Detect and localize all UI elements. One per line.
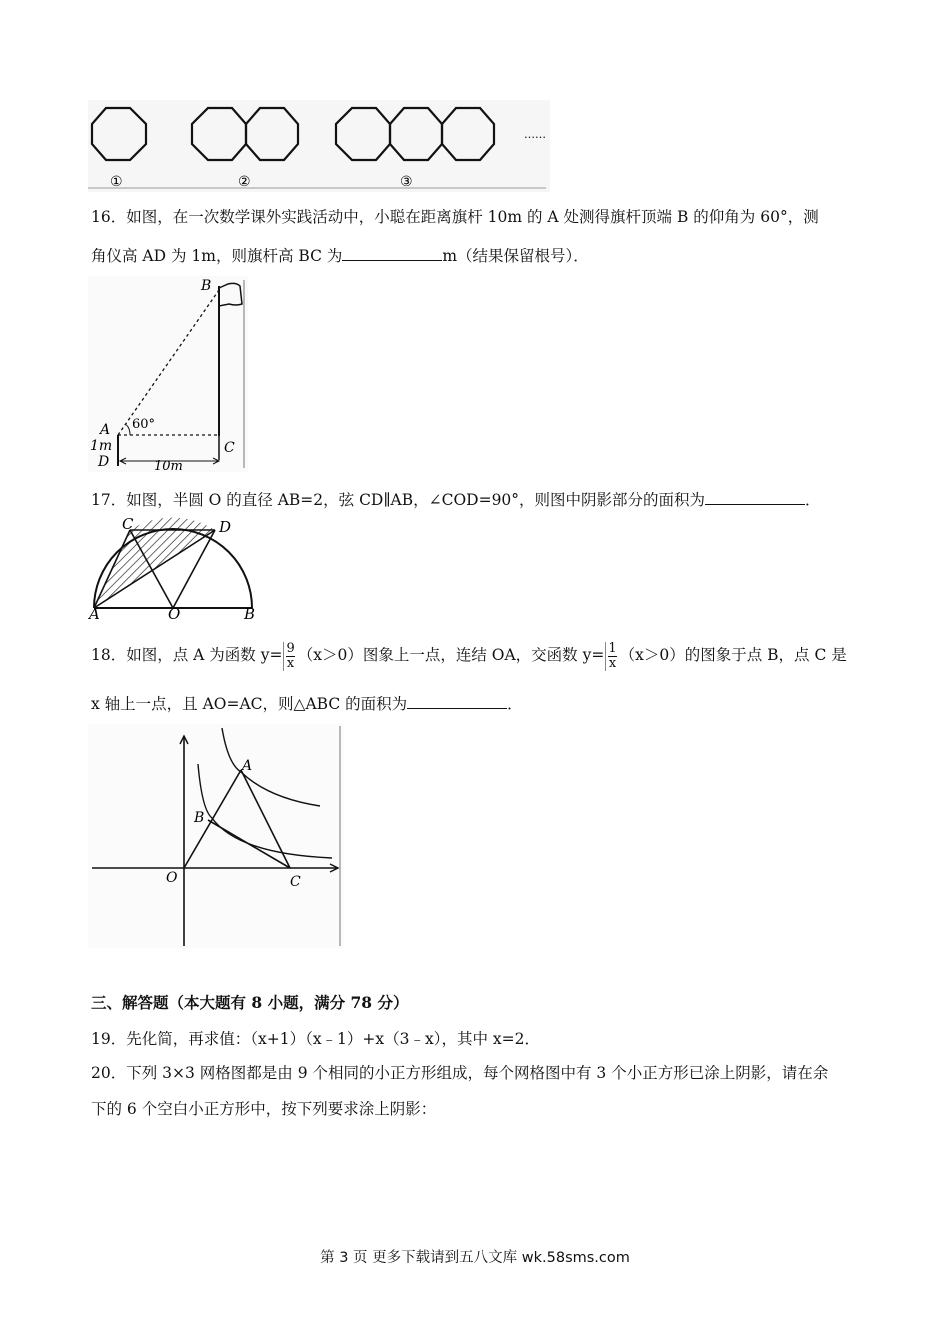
q18-answer-blank[interactable]: [407, 692, 507, 709]
q17-label-D: D: [219, 518, 232, 536]
label-3: ③: [400, 174, 413, 190]
q18-line1-a: 18．如图，点 A 为函数 y=: [91, 646, 283, 664]
q17-label-A: A: [89, 605, 100, 620]
q18-frac2-den: x: [608, 655, 617, 671]
q16-line1: 16．如图，在一次数学课外实践活动中，小聪在距离旗杆 10m 的 A 处测得旗杆顶端 B 的仰角为 60°，测: [91, 208, 819, 226]
q18-label-O: O: [166, 870, 178, 886]
q16-label-D: D: [98, 454, 110, 470]
q16-line2-post: m（结果保留根号）．: [442, 247, 589, 265]
q18-label-B: B: [194, 810, 205, 826]
q17-text-pre: 17．如图，半圆 O 的直径 AB=2，弦 CD∥AB，∠COD=90°，则图中阴影部分的面积为: [91, 491, 706, 509]
q18-line1-b: （x＞0）图象上一点，连结 OA，交函数 y=: [297, 646, 605, 664]
q18-line2-post: ．: [507, 695, 523, 713]
q20-line1: 20．下列 3×3 网格图都是由 9 个相同的小正方形组成，每个网格图中有 3 个小正方形已涂上阴影，请在余: [91, 1064, 829, 1082]
q16-line2: [91, 244, 589, 267]
q18-fraction-9-over-x: [283, 642, 296, 671]
q18-line1: [91, 640, 847, 671]
q16-label-B: B: [201, 278, 212, 294]
q16-line2-pre: 角仪高 AD 为 1m，则旗杆高 BC 为: [91, 247, 343, 265]
q18-frac2-num: 1: [608, 640, 617, 656]
q18-line2: [91, 692, 523, 715]
q16-flagpole-figure: [88, 276, 248, 472]
q17-line: [91, 488, 821, 511]
q18-hyperbola-figure: [88, 724, 344, 948]
q18-label-C: C: [290, 874, 301, 890]
q18-fraction-1-over-x: [605, 642, 618, 671]
q18-label-A: A: [242, 758, 253, 774]
q18-frac1-den: x: [286, 655, 295, 671]
label-1: ①: [110, 174, 123, 190]
q17-label-C: C: [122, 516, 134, 533]
q17-label-O: O: [168, 605, 181, 620]
q16-label-A: A: [100, 422, 111, 438]
q16-label-C: C: [224, 440, 235, 456]
octagon-pattern-figure: [88, 100, 550, 192]
q18-line1-c: （x＞0）的图象于点 B，点 C 是: [619, 646, 847, 664]
q17-label-B: B: [244, 605, 256, 620]
q17-text-post: ．: [805, 491, 821, 509]
q16-label-height: 1m: [90, 438, 113, 454]
page-footer: 第 3 页 更多下载请到五八文库 wk.58sms.com: [320, 1250, 630, 1266]
section3-heading: 三、解答题（本大题有 8 小题，满分 78 分）: [91, 993, 409, 1012]
q18-line2-pre: x 轴上一点，且 AO=AC，则△ABC 的面积为: [91, 695, 408, 713]
label-2: ②: [238, 174, 251, 190]
q16-answer-blank[interactable]: [342, 244, 442, 261]
q16-angle: 60°: [132, 417, 156, 432]
q19-text: 19．先化简，再求值：（x+1）（x﹣1）+x（3﹣x），其中 x=2．: [91, 1030, 541, 1048]
q16-label-distance: 10m: [154, 459, 183, 472]
q20-line2: 下的 6 个空白小正方形中，按下列要求涂上阴影：: [91, 1100, 437, 1118]
q17-answer-blank[interactable]: [705, 488, 805, 505]
q18-frac1-num: 9: [286, 640, 295, 656]
q17-semicircle-figure: [88, 516, 258, 620]
ellipsis: ……: [524, 128, 546, 141]
